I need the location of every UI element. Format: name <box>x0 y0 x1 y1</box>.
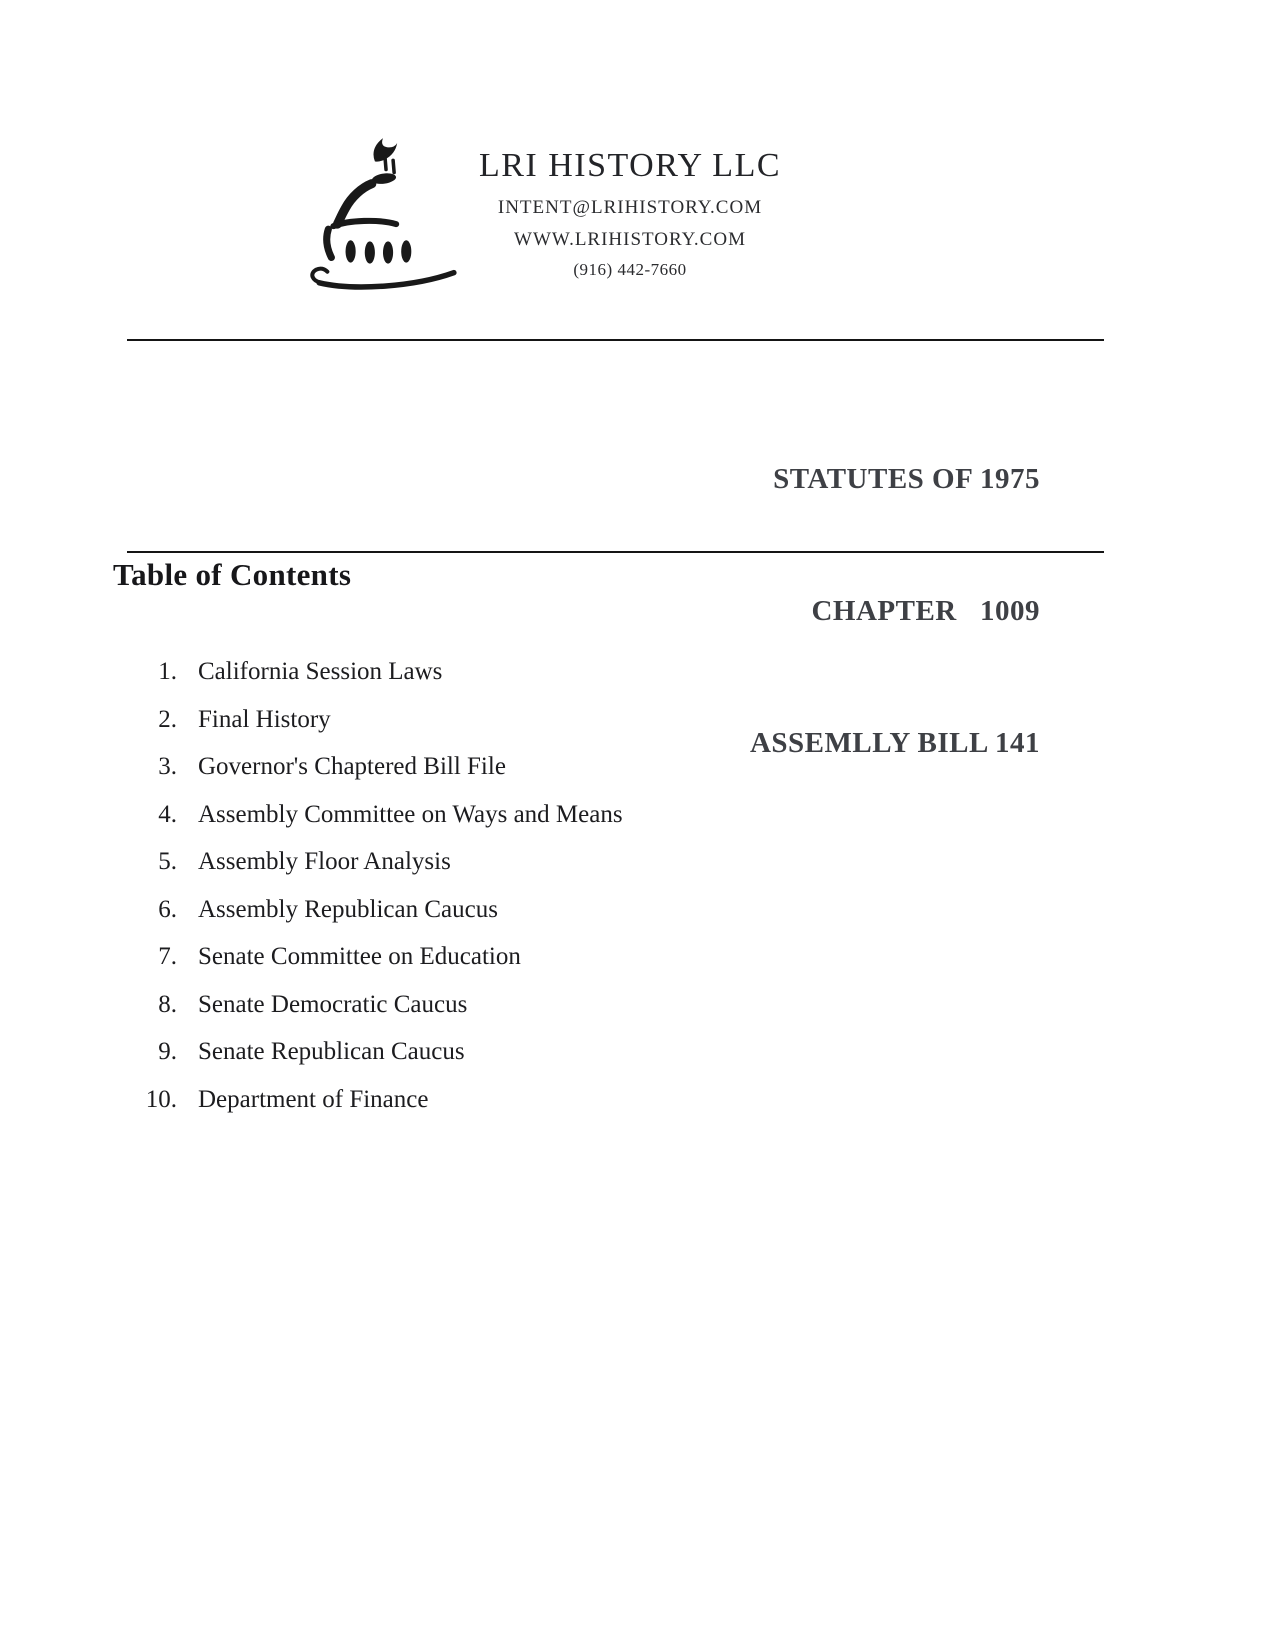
statute-title-block <box>750 369 1040 853</box>
toc-item-number: 5. <box>158 848 177 875</box>
toc-item-number: 9. <box>158 1038 177 1065</box>
company-email: INTENT@LRIHISTORY.COM <box>497 197 763 218</box>
toc-item-label: Assembly Republican Caucus <box>198 895 498 923</box>
toc-item <box>127 944 623 970</box>
toc-item-number: 3. <box>158 753 177 780</box>
toc-item-number: 2. <box>158 705 177 733</box>
letterhead-text <box>452 146 808 279</box>
company-phone: (916) 442-7660 <box>573 260 687 279</box>
statutes-year-line: STATUTES OF 1975 <box>773 463 1040 495</box>
toc-item-label: Final History <box>198 705 331 733</box>
toc-item-number: 6. <box>158 895 177 923</box>
toc-item <box>127 707 623 733</box>
toc-item-number: 7. <box>158 943 177 970</box>
toc-item-label: Assembly Floor Analysis <box>198 848 451 875</box>
toc-list <box>127 659 623 1134</box>
toc-item-label: Governor's Chaptered Bill File <box>198 753 506 780</box>
chapter-line: CHAPTER 1009 <box>811 595 1040 627</box>
toc-item <box>127 897 623 923</box>
toc-item-label: Senate Republican Caucus <box>198 1038 465 1065</box>
toc-item-label: Assembly Committee on Ways and Means <box>198 800 623 828</box>
toc-item-number: 4. <box>158 800 177 828</box>
toc-item-label: Department of Finance <box>198 1085 429 1113</box>
toc-item <box>127 1039 623 1065</box>
toc-item <box>127 802 623 828</box>
company-website: WWW.LRIHISTORY.COM <box>514 229 746 250</box>
toc-item-label: California Session Laws <box>198 658 443 685</box>
capitol-dome-logo-icon <box>303 128 465 300</box>
toc-item-label: Senate Committee on Education <box>198 943 521 970</box>
toc-item <box>127 1087 623 1113</box>
toc-item <box>127 849 623 875</box>
toc-item <box>127 992 623 1018</box>
toc-item-label: Senate Democratic Caucus <box>198 990 468 1018</box>
toc-item-number: 8. <box>158 990 177 1018</box>
divider-top <box>127 339 1104 341</box>
toc-item-number: 10. <box>145 1085 177 1113</box>
toc-item <box>127 659 623 685</box>
company-name: LRI HISTORY LLC <box>478 147 782 184</box>
divider-bottom <box>127 551 1104 553</box>
assembly-bill-line: ASSEMLLY BILL 141 <box>749 727 1040 759</box>
toc-item-number: 1. <box>158 658 177 685</box>
toc-heading: Table of Contents <box>113 557 352 592</box>
toc-item <box>127 754 623 780</box>
